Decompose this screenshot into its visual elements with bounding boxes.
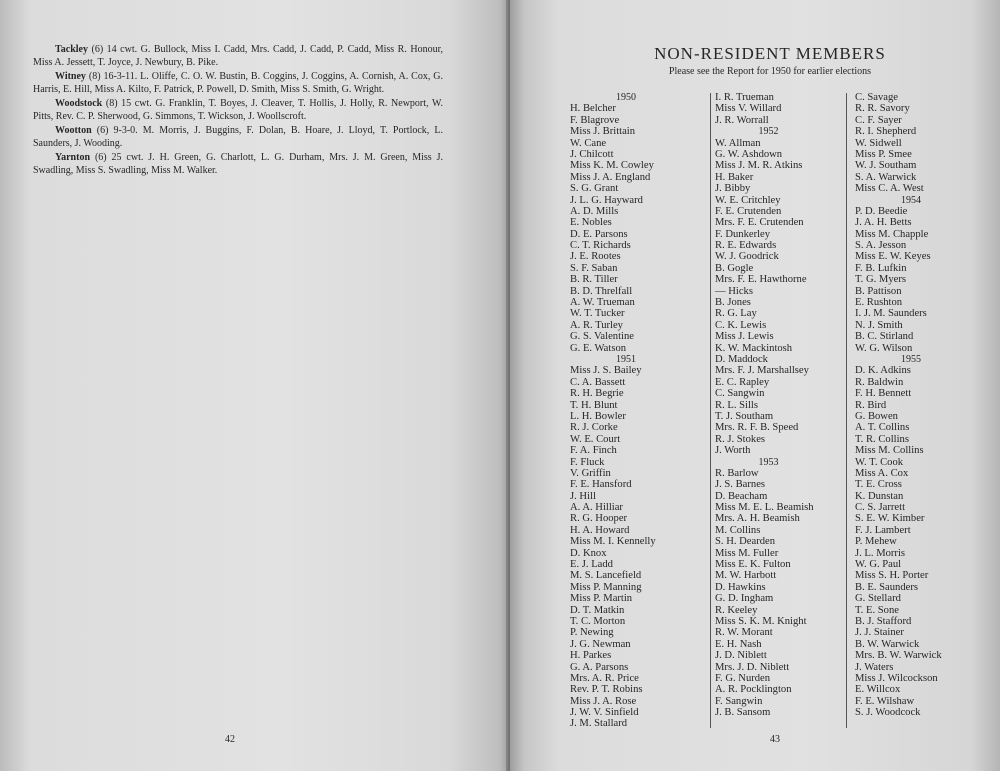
member-name: H. A. Howard bbox=[570, 524, 630, 536]
member-name: T. J. Southam bbox=[715, 410, 774, 422]
member-name: — Hicks bbox=[715, 285, 753, 297]
member-name: Miss J. Lewis bbox=[715, 331, 774, 343]
member-name: D. Knox bbox=[570, 547, 607, 559]
member-name: J. Chilcott bbox=[570, 148, 614, 160]
member-name: M. Collins bbox=[715, 524, 761, 536]
member-name: R. L. Sills bbox=[715, 399, 758, 411]
member-name: C. A. Bassett bbox=[570, 376, 626, 388]
member-name: F. Fluck bbox=[570, 456, 605, 468]
member-name: A. R. Turley bbox=[570, 319, 623, 331]
parish-entry bbox=[33, 71, 443, 96]
member-name: D. K. Adkins bbox=[855, 365, 911, 377]
member-name: N. J. Smith bbox=[855, 319, 903, 331]
parish-name: Witney bbox=[55, 71, 86, 82]
page-number: 42 bbox=[225, 734, 235, 745]
member-name: S. F. Saban bbox=[570, 262, 618, 274]
member-name: J. Waters bbox=[855, 661, 894, 673]
member-name: D. Beacham bbox=[715, 490, 768, 502]
parish-name: Yarnton bbox=[55, 152, 91, 163]
parish-name: Wootton bbox=[55, 125, 92, 136]
member-name: J. L. Morris bbox=[855, 547, 906, 559]
member-name: Miss J. S. Bailey bbox=[570, 365, 642, 377]
member-name: C. Savage bbox=[855, 92, 898, 103]
member-name: D. T. Matkin bbox=[570, 604, 625, 616]
member-name: T. G. Myers bbox=[855, 274, 906, 286]
member-name: T. E. Sone bbox=[855, 604, 899, 616]
member-name: E. Rushton bbox=[855, 297, 903, 309]
member-name: B. C. Stirland bbox=[855, 331, 914, 343]
member-name: B. Pattison bbox=[855, 285, 902, 297]
election-year-heading: 1952 bbox=[758, 126, 779, 138]
member-name: Miss C. A. West bbox=[855, 183, 924, 195]
member-name: G. Stellard bbox=[855, 593, 901, 605]
member-name: H. Baker bbox=[715, 171, 754, 183]
member-name: Miss M. Collins bbox=[855, 445, 924, 457]
member-name: L. H. Bowler bbox=[570, 410, 626, 422]
members-column-2 bbox=[715, 92, 850, 718]
member-name: B. J. Stafford bbox=[855, 615, 912, 627]
member-name: Miss V. Willard bbox=[715, 103, 782, 115]
right-page bbox=[510, 0, 1000, 771]
member-name: R. G. Lay bbox=[715, 308, 757, 320]
member-name: I. J. M. Saunders bbox=[855, 308, 927, 320]
parish-list bbox=[33, 44, 443, 179]
member-name: F. G. Nurden bbox=[715, 672, 771, 684]
member-name: Miss M. Fuller bbox=[715, 547, 779, 559]
member-name: W. Cane bbox=[570, 137, 607, 149]
member-name: F. E. Crutenden bbox=[715, 205, 782, 217]
member-name: F. A. Finch bbox=[570, 445, 617, 457]
member-name: Miss S. H. Porter bbox=[855, 570, 929, 582]
member-name: J. B. Sansom bbox=[715, 707, 771, 719]
member-name: W. J. Goodrick bbox=[715, 251, 779, 263]
member-name: K. W. Mackintosh bbox=[715, 342, 793, 354]
member-name: I. R. Trueman bbox=[715, 92, 774, 103]
column-divider bbox=[710, 93, 711, 728]
member-name: S. G. Grant bbox=[570, 183, 619, 195]
member-name: E. C. Rapley bbox=[715, 376, 770, 388]
member-name: E. H. Nash bbox=[715, 638, 762, 650]
member-name: P. Newing bbox=[570, 627, 614, 639]
member-name: J. W. V. Sinfield bbox=[570, 707, 639, 719]
member-name: Mrs. R. F. B. Speed bbox=[715, 422, 799, 434]
member-name: R. Baldwin bbox=[855, 376, 904, 388]
member-name: E. J. Ladd bbox=[570, 559, 613, 571]
member-name: W. Allman bbox=[715, 137, 761, 149]
member-name: H. Belcher bbox=[570, 103, 616, 115]
member-name: M. W. Harbott bbox=[715, 570, 777, 582]
member-name: T. R. Collins bbox=[855, 433, 909, 445]
member-name: Miss S. K. M. Knight bbox=[715, 615, 807, 627]
member-name: Miss M. I. Kennelly bbox=[570, 536, 656, 548]
member-name: E. Nobles bbox=[570, 217, 612, 229]
member-name: B. W. Warwick bbox=[855, 638, 920, 650]
member-name: R. E. Edwards bbox=[715, 240, 777, 252]
parish-details: (6) 14 cwt. G. Bullock, Miss I. Cadd, Mrs. Cadd, J. Cadd, P. Cadd, Miss R. Honour, Miss A. Jessett, T. Joyce, J. Newbury, B. Pike. bbox=[33, 44, 444, 68]
member-name: W. E. Critchley bbox=[715, 194, 781, 206]
members-column-3 bbox=[855, 92, 995, 718]
parish-details: (6) 25 cwt. J. H. Green, G. Charlott, L. G. Durham, Mrs. J. M. Green, Miss J. Swadling, Miss S. Swadling, Miss M. Walker. bbox=[33, 152, 444, 176]
member-name: J. Hill bbox=[570, 490, 596, 502]
member-name: G. S. Valentine bbox=[570, 331, 634, 343]
member-name: R. H. Begrie bbox=[570, 388, 624, 400]
member-name: J. E. Rootes bbox=[570, 251, 621, 263]
member-name: K. Dunstan bbox=[855, 490, 904, 502]
member-name: J. L. G. Hayward bbox=[570, 194, 643, 206]
member-name: Mrs. B. W. Warwick bbox=[855, 650, 942, 662]
member-name: Miss J. Wilcockson bbox=[855, 672, 938, 684]
member-name: R. I. Shepherd bbox=[855, 126, 917, 138]
member-name: E. Willcox bbox=[855, 684, 901, 696]
member-name: W. T. Tucker bbox=[570, 308, 625, 320]
parish-name: Woodstock bbox=[55, 98, 103, 109]
election-year-heading: 1950 bbox=[616, 92, 636, 103]
member-name: C. K. Lewis bbox=[715, 319, 767, 331]
member-name: Mrs. F. J. Marshallsey bbox=[715, 365, 809, 377]
member-name: F. Sangwin bbox=[715, 695, 763, 707]
member-name: C. S. Jarrett bbox=[855, 502, 906, 514]
member-name: F. E. Hansford bbox=[570, 479, 632, 491]
member-name: W. T. Cook bbox=[855, 456, 904, 468]
member-name: Miss M. Chapple bbox=[855, 228, 929, 240]
member-name: R. W. Morant bbox=[715, 627, 773, 639]
page-number: 43 bbox=[770, 734, 780, 745]
member-name: T. H. Blunt bbox=[570, 399, 618, 411]
member-name: P. Mehew bbox=[855, 536, 897, 548]
member-name: R. J. Corke bbox=[570, 422, 618, 434]
member-name: J. Worth bbox=[715, 445, 751, 457]
parish-details: (6) 9-3-0. M. Morris, J. Buggins, F. Dolan, B. Hoare, J. Lloyd, T. Portlock, L. Saunders, J. Wooding. bbox=[33, 125, 443, 149]
member-name: R. J. Stokes bbox=[715, 433, 766, 445]
member-name: A. R. Pocklington bbox=[715, 684, 792, 696]
page-subtitle: Please see the Report for 1950 for earlier elections bbox=[668, 66, 872, 77]
member-name: R. Barlow bbox=[715, 467, 759, 479]
member-name: R. R. Savory bbox=[855, 103, 910, 115]
member-name: H. Parkes bbox=[570, 650, 612, 662]
member-name: S. A. Jesson bbox=[855, 240, 907, 252]
member-name: M. S. Lancefield bbox=[570, 570, 642, 582]
member-name: G. E. Watson bbox=[570, 342, 627, 354]
member-name: Miss J. M. R. Atkins bbox=[715, 160, 803, 172]
election-year-heading: 1954 bbox=[901, 194, 921, 206]
member-name: Mrs. F. E. Hawthorne bbox=[715, 274, 807, 286]
member-name: C. F. Sayer bbox=[855, 114, 902, 126]
member-name: F. Dunkerley bbox=[715, 228, 771, 240]
member-name: W. G. Wilson bbox=[855, 342, 913, 354]
member-name: S. A. Warwick bbox=[855, 171, 917, 183]
member-name: F. H. Bennett bbox=[855, 388, 912, 400]
election-year-heading: 1953 bbox=[758, 456, 779, 468]
member-name: F. Blagrove bbox=[570, 114, 620, 126]
member-name: Miss P. Manning bbox=[570, 581, 642, 593]
member-name: A. D. Mills bbox=[570, 205, 619, 217]
member-name: Mrs. A. H. Beamish bbox=[715, 513, 800, 525]
member-name: Rev. P. T. Robins bbox=[570, 684, 643, 696]
member-name: G. W. Ashdown bbox=[715, 148, 783, 160]
member-name: J. G. Newman bbox=[570, 638, 631, 650]
member-name: Miss M. E. L. Beamish bbox=[715, 502, 814, 514]
member-name: G. Bowen bbox=[855, 410, 898, 422]
parish-entry bbox=[33, 152, 443, 177]
member-name: C. Sangwin bbox=[715, 388, 765, 400]
member-name: S. J. Woodcock bbox=[855, 707, 921, 719]
member-name: B. R. Tiller bbox=[570, 274, 618, 286]
member-name: Miss J. Brittain bbox=[570, 126, 636, 138]
member-name: D. Maddock bbox=[715, 353, 768, 365]
member-name: W. J. Southam bbox=[855, 160, 917, 172]
member-name: B. D. Threlfall bbox=[570, 285, 633, 297]
page-title: NON-RESIDENT MEMBERS bbox=[654, 44, 886, 63]
member-name: J. Bibby bbox=[715, 183, 751, 195]
member-name: A. T. Collins bbox=[855, 422, 910, 434]
member-name: Mrs. J. D. Niblett bbox=[715, 661, 790, 673]
member-name: S. H. Dearden bbox=[715, 536, 776, 548]
member-name: B. Gogle bbox=[715, 262, 754, 274]
member-name: J. A. H. Betts bbox=[855, 217, 912, 229]
member-name: Mrs. A. R. Price bbox=[570, 672, 639, 684]
member-name: A. A. Hilliar bbox=[570, 502, 623, 514]
member-name: Miss J. A. England bbox=[570, 171, 651, 183]
member-name: W. Sidwell bbox=[855, 137, 902, 149]
member-name: T. C. Morton bbox=[570, 615, 626, 627]
member-name: F. B. Lufkin bbox=[855, 262, 907, 274]
member-name: A. W. Trueman bbox=[570, 297, 635, 309]
member-name: R. Keeley bbox=[715, 604, 758, 616]
member-name: D. E. Parsons bbox=[570, 228, 628, 240]
member-name: V. Griffin bbox=[570, 467, 611, 479]
member-name: R. G. Hooper bbox=[570, 513, 628, 525]
member-name: W. E. Court bbox=[570, 433, 621, 445]
member-name: W. G. Paul bbox=[855, 559, 902, 571]
member-name: G. D. Ingham bbox=[715, 593, 774, 605]
member-name: C. T. Richards bbox=[570, 240, 631, 252]
parish-name: Tackley bbox=[55, 44, 88, 55]
member-name: B. Jones bbox=[715, 297, 751, 309]
member-name: P. D. Beedie bbox=[855, 205, 908, 217]
member-name: T. E. Cross bbox=[855, 479, 902, 491]
member-name: Miss P. Martin bbox=[570, 593, 633, 605]
member-name: Mrs. F. E. Crutenden bbox=[715, 217, 804, 229]
parish-details: (8) 16-3-11. L. Oliffe, C. O. W. Bustin, B. Coggins, J. Coggins, A. Cornish, A. Cox, G. Harris, E. Hill, Miss A. Kilto, F. Patrick, P. Powell, D. Smith, Miss S. Smith, G. Wright. bbox=[33, 71, 444, 95]
member-name: G. A. Parsons bbox=[570, 661, 629, 673]
member-name: Miss E. W. Keyes bbox=[855, 251, 931, 263]
member-name: J. M. Stallard bbox=[570, 718, 628, 730]
member-name: J. R. Worrall bbox=[715, 114, 769, 126]
member-name: R. Bird bbox=[855, 399, 887, 411]
member-name: B. E. Saunders bbox=[855, 581, 918, 593]
members-column-1 bbox=[570, 92, 710, 730]
election-year-heading: 1951 bbox=[616, 353, 636, 365]
member-name: J. J. Stainer bbox=[855, 627, 904, 639]
member-name: Miss K. M. Cowley bbox=[570, 160, 654, 172]
member-name: F. J. Lambert bbox=[855, 524, 911, 536]
member-name: D. Hawkins bbox=[715, 581, 766, 593]
parish-details: (8) 15 cwt. G. Franklin, T. Boyes, J. Cleaver, T. Hollis, J. Holly, R. Newport, W. Pitts, Rev. C. P. Sherwood, G. Simmons, T. Wickson, J. Woollscroft. bbox=[33, 98, 443, 122]
member-name: Miss P. Smee bbox=[855, 148, 912, 160]
member-name: J. S. Barnes bbox=[715, 479, 766, 491]
member-name: Miss A. Cox bbox=[855, 467, 909, 479]
parish-entry bbox=[33, 44, 443, 69]
member-name: F. E. Wilshaw bbox=[855, 695, 915, 707]
election-year-heading: 1955 bbox=[901, 353, 921, 365]
member-name: Miss J. A. Rose bbox=[570, 695, 637, 707]
parish-entry bbox=[33, 98, 443, 123]
parish-entry bbox=[33, 125, 443, 150]
member-name: Miss E. K. Fulton bbox=[715, 559, 791, 571]
member-name: J. D. Niblett bbox=[715, 650, 767, 662]
member-name: S. E. W. Kimber bbox=[855, 513, 925, 525]
